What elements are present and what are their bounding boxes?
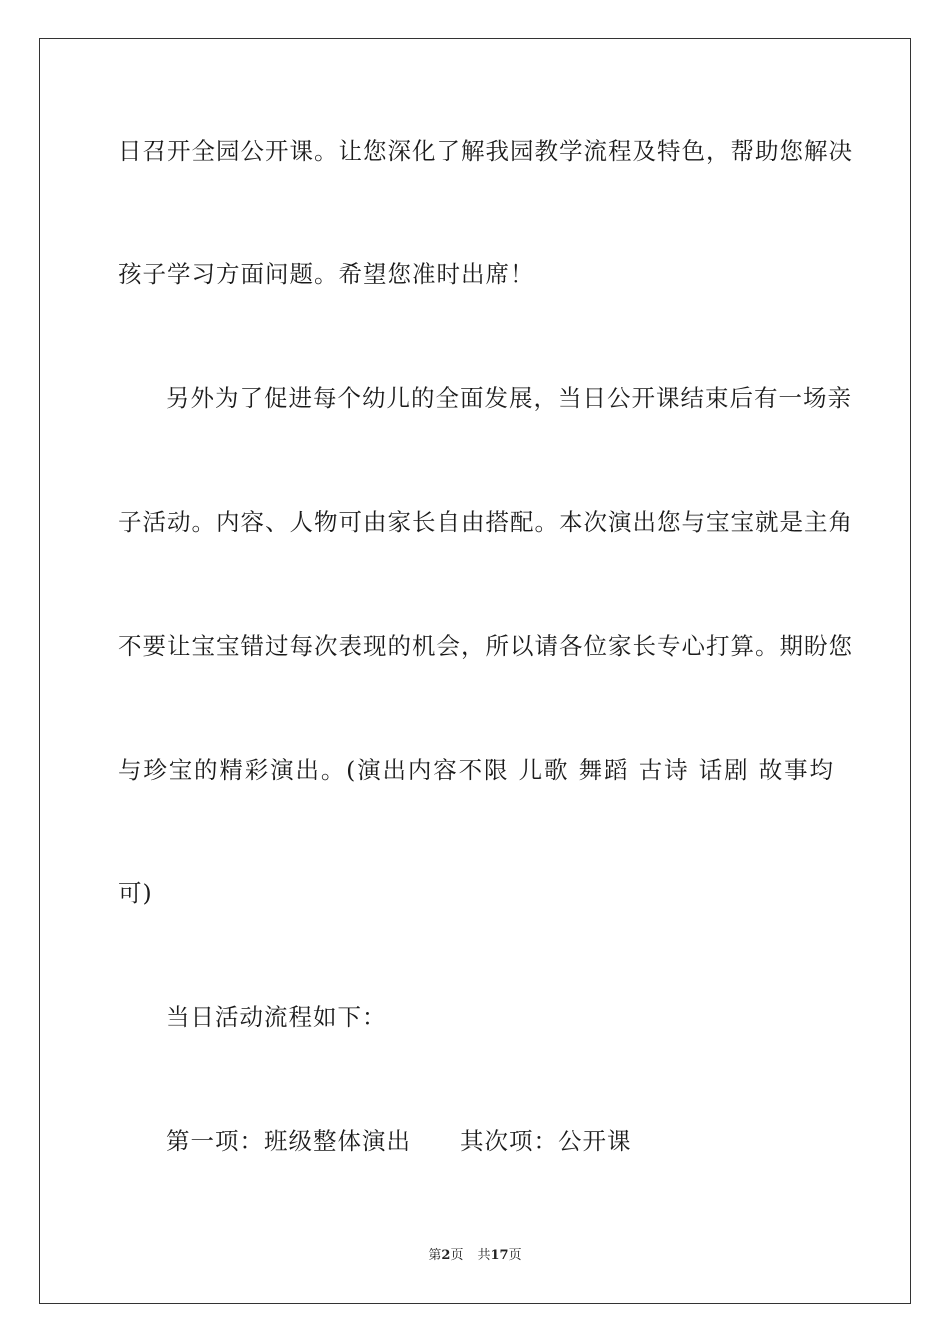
body-line-4: 子活动。内容、人物可由家长自由搭配。本次演出您与宝宝就是主角: [118, 508, 853, 536]
page-footer: [0, 1247, 950, 1265]
footer-total-pages: 17: [490, 1248, 509, 1263]
body-line-1: 日召开全园公开课。让您深化了解我园教学流程及特色，帮助您解决: [118, 137, 853, 165]
schedule-line: 第一项：班级整体演出 其次项：公开课: [166, 1127, 632, 1155]
body-line-2: 孩子学习方面问题。希望您准时出席！: [118, 260, 535, 288]
footer-page-unit: 页: [450, 1248, 464, 1263]
footer-page-prefix: 第: [428, 1248, 442, 1263]
footer-total-unit: 页: [508, 1248, 522, 1263]
footer-page-number: 2: [441, 1248, 451, 1263]
section-heading: 当日活动流程如下：: [166, 1003, 387, 1031]
page-border: [39, 38, 911, 1304]
footer-total-prefix: 共: [477, 1248, 491, 1263]
body-line-6: 与珍宝的精彩演出。(演出内容不限 儿歌 舞蹈 古诗 话剧 故事均: [118, 756, 834, 784]
body-line-3: 另外为了促进每个幼儿的全面发展，当日公开课结束后有一场亲: [166, 384, 852, 412]
body-line-7: 可): [118, 879, 153, 907]
body-line-5: 不要让宝宝错过每次表现的机会，所以请各位家长专心打算。期盼您: [118, 632, 853, 660]
